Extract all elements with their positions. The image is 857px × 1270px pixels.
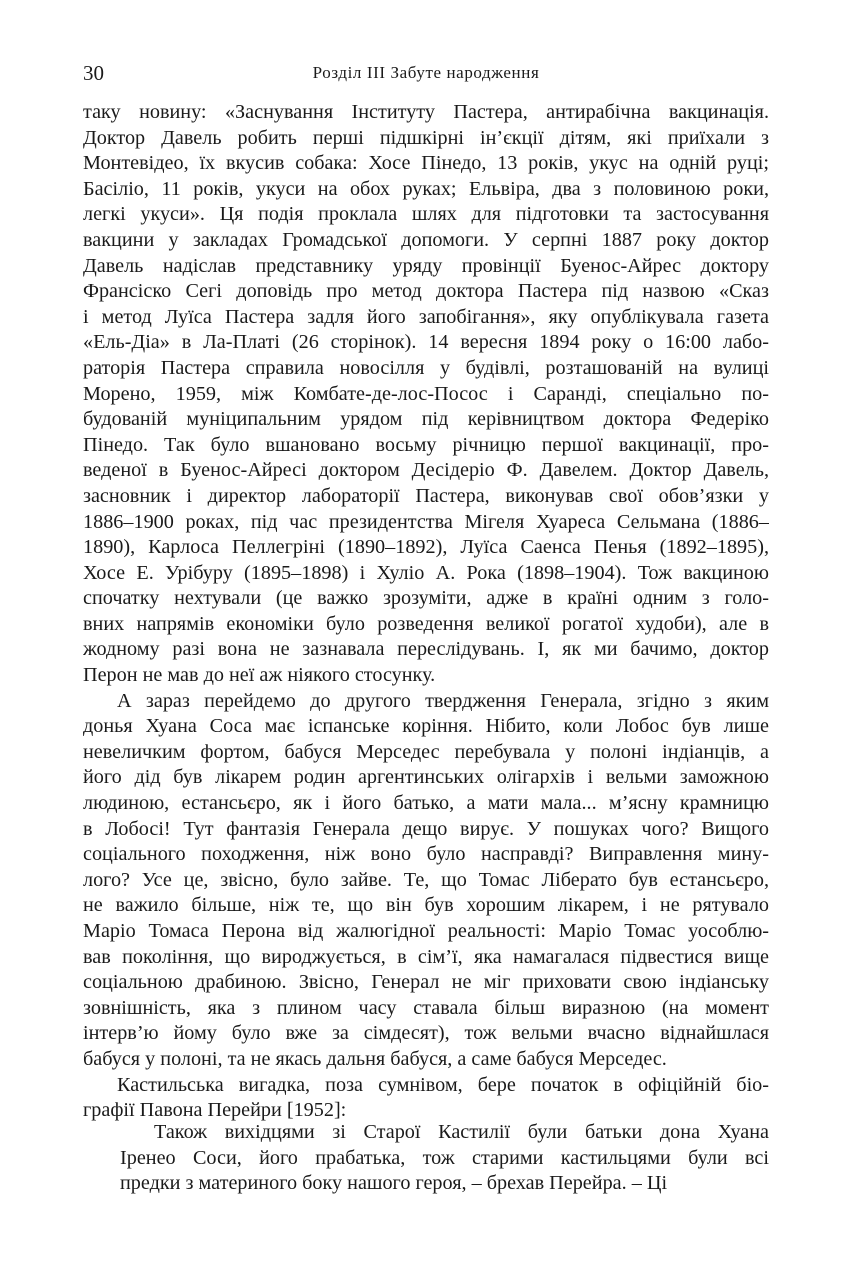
text-line: Маріо Томаса Перона від жалюгідної реальності: Маріо Томас уособлю- [83, 920, 769, 942]
text-line: Франсіско Сегі доповідь про метод доктора Пастера під назвою «Сказ [83, 280, 769, 303]
text-line: 1886–1900 роках, під час президентства Мігеля Хуареса Сельмана (1886– [83, 510, 769, 533]
text-line: будованій муніципальним урядом під керівництвом доктора Федеріко [83, 408, 769, 431]
text-line: його дід був лікарем родин аргентинських олігархів і вельми заможною [83, 766, 769, 789]
paragraph [83, 1073, 769, 1124]
text-line: спочатку нехтували (це важко зрозуміти, адже в країні одним з голо- [83, 587, 769, 610]
text-line: інтерв’ю йому було вже за сімдесят), тож вельми вчасно віднайшлася [83, 1022, 769, 1045]
quote-line: Іренео Соси, його прабатька, тож старими кастильцями були всі [120, 1146, 769, 1169]
text-line: Перон не мав до неї аж ніякого стосунку. [83, 664, 436, 687]
text-line: 1890), Карлоса Пеллегріні (1890–1892), Луїса Саенса Пенья (1892–1895), [83, 536, 769, 559]
text-line: раторія Пастера справила новосілля у будівлі, розташованій на вулиці [83, 356, 769, 379]
text-line: людиною, естансьєро, як і його батько, а мати мала... м’ясну крамницю [83, 792, 769, 815]
text-line: вакцини у закладах Громадської допомоги. У серпні 1887 року доктор [83, 228, 769, 251]
text-line: жодному разі вона не зазнавала переслідувань. І, як ми бачимо, доктор [83, 638, 769, 661]
page-number: 30 [83, 61, 104, 85]
body-text [83, 100, 769, 1124]
text-line: Басіліо, 11 років, укуси на обох руках; Ельвіра, два з половиною роки, [83, 177, 769, 200]
text-line: вав покоління, що вироджується, в сім’ї, яка намагалася підвестися вище [83, 945, 769, 968]
text-line: Морено, 1959, між Комбате-де-лос-Посос і Саранді, спеціально по- [83, 382, 769, 405]
text-line: Хосе Е. Урібуру (1895–1898) і Хуліо А. Рока (1898–1904). Тож вакциною [83, 561, 769, 584]
running-title: Розділ III Забуте народження [312, 63, 540, 82]
quote-line: Також вихідцями зі Старої Кастилії були батьки дона Хуана [154, 1121, 769, 1143]
text-line: Монтевідео, їх вкусив собака: Хосе Пінедо, 13 років, укус на одній руці; [83, 152, 769, 175]
text-line: бабуся у полоні, та не якась дальня бабуся, а саме бабуся Мерседес. [83, 1047, 667, 1070]
text-line: Доктор Давель робить перші підшкірні ін’єкції дітям, які приїхали з [83, 126, 769, 149]
text-line: засновник і директор лабораторії Пастера, виконував свої обов’язки у [83, 484, 769, 507]
text-line: в Лобосі! Тут фантазія Генерала дещо вирує. У пошуках чого? Вищого [83, 817, 769, 840]
quote-line: предки з материного боку нашого героя, – брехав Перейра. – Ці [120, 1172, 668, 1195]
text-line: «Ель-Діа» в Ла-Платі (26 сторінок). 14 вересня 1894 року о 16:00 лабо- [83, 331, 769, 354]
text-line: соціального походження, ніж воно було насправді? Виправлення мину- [83, 843, 769, 866]
paragraph [83, 100, 769, 689]
text-line: А зараз перейдемо до другого твердження Генерала, згідно з яким [117, 689, 769, 712]
text-line: вних напрямів економіки було розведення великої рогатої худоби), але в [83, 612, 769, 635]
text-line: легкі укуси». Ця подія проклала шлях для підготовки та застосування [83, 203, 769, 226]
text-line: не важило більше, ніж те, що він був хорошим лікарем, і не рятувало [83, 894, 769, 917]
text-line: невеличким фортом, бабуся Мерседес перебувала у полоні індіанців, а [83, 740, 769, 763]
text-line: зовнішність, яка з плином часу ставала більш виразною (на момент [83, 996, 769, 1019]
text-line: і метод Луїса Пастера задля його запобігання», яку опублікувала газета [83, 305, 769, 328]
block-quote [120, 1120, 769, 1197]
paragraph [83, 689, 769, 1073]
text-line: лого? Усе це, звісно, було зайве. Те, що Томас Ліберато був естансьєро, [83, 868, 769, 891]
text-line: донья Хуана Соса має іспанське коріння. Нібито, коли Лобос був лише [83, 715, 769, 738]
page-header [83, 58, 769, 88]
text-line: Пінедо. Так було вшановано восьму річницю першої вакцинації, про- [83, 433, 769, 456]
text-line: Кастильська вигадка, поза сумнівом, бере початок в офіційній біо- [117, 1073, 769, 1096]
text-line: веденої в Буенос-Айресі доктором Десідеріо Ф. Давелем. Доктор Давель, [83, 459, 769, 482]
text-line: Давель надіслав представнику уряду провінції Буенос-Айрес доктору [83, 254, 769, 277]
text-line: соціальною драбиною. Звісно, Генерал не міг приховати свою індіанську [83, 971, 769, 994]
text-line: таку новину: «Заснування Інституту Пастера, антирабічна вакцинація. [83, 101, 769, 123]
text-line: графії Павона Перейри [1952]: [83, 1099, 347, 1122]
